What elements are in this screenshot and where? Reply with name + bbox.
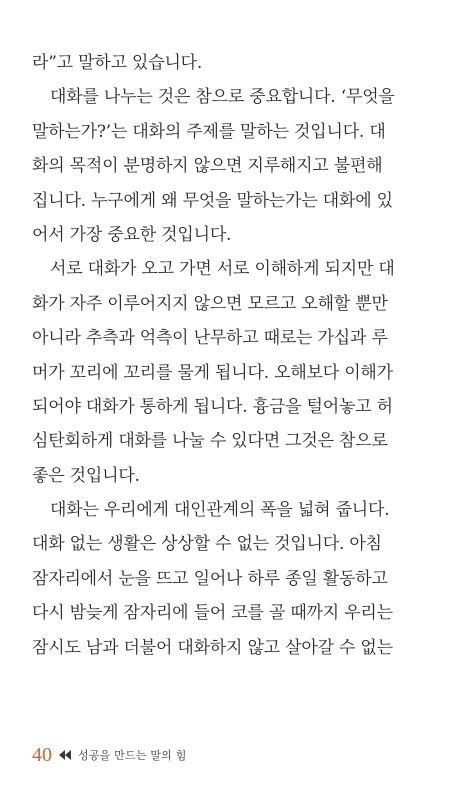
text-line: 화가 자주 이루어지지 않으면 모르고 오해할 뿐만 bbox=[32, 293, 388, 314]
text-line: 다시 밤늦게 잠자리에 들어 코를 골 때까지 우리는 bbox=[32, 603, 393, 624]
text-line: 대화는 우리에게 대인관계의 폭을 넓혀 줍니다. bbox=[50, 500, 390, 521]
text-line: 라”고 말하고 있습니다. bbox=[32, 53, 203, 73]
page-footer bbox=[32, 742, 187, 768]
text-line: 대화 없는 생활은 상상할 수 없는 것입니다. 아침 bbox=[32, 534, 382, 555]
double-left-arrow-icon bbox=[58, 748, 72, 762]
text-line: 집니다. 누구에게 왜 무엇을 말하는가는 대화에 있 bbox=[32, 190, 393, 211]
text-line: 머가 꼬리에 꼬리를 물게 됩니다. 오해보다 이해가 bbox=[32, 362, 393, 383]
text-line: 좋은 것입니다. bbox=[32, 465, 140, 486]
text-line: 심탄회하게 대화를 나눌 수 있다면 그것은 참으로 bbox=[32, 431, 388, 452]
text-line: 잠자리에서 눈을 뜨고 일어나 하루 종일 활동하고 bbox=[32, 568, 388, 589]
text-line: 잠시도 남과 더불어 대화하지 않고 살아갈 수 없는 bbox=[32, 637, 393, 658]
text-line: 서로 대화가 오고 가면 서로 이해하게 되지만 대 bbox=[50, 259, 395, 280]
text-line: 어서 가장 중요한 것입니다. bbox=[32, 224, 232, 245]
book-title: 성공을 만드는 말의 힘 bbox=[78, 749, 187, 762]
text-line: 대화를 나누는 것은 참으로 중요합니다. ‘무엇을 bbox=[50, 87, 395, 108]
page-number: 40 bbox=[32, 743, 52, 766]
text-line: 말하는가?’는 대화의 주제를 말하는 것입니다. 대 bbox=[32, 121, 386, 142]
text-line: 되어야 대화가 통하게 됩니다. 흉금을 털어놓고 허 bbox=[32, 396, 393, 417]
text-line: 아니라 추측과 억측이 난무하고 때로는 가십과 루 bbox=[32, 328, 388, 349]
body-text bbox=[32, 46, 432, 665]
text-line: 화의 목적이 분명하지 않으면 지루해지고 불편해 bbox=[32, 156, 383, 177]
